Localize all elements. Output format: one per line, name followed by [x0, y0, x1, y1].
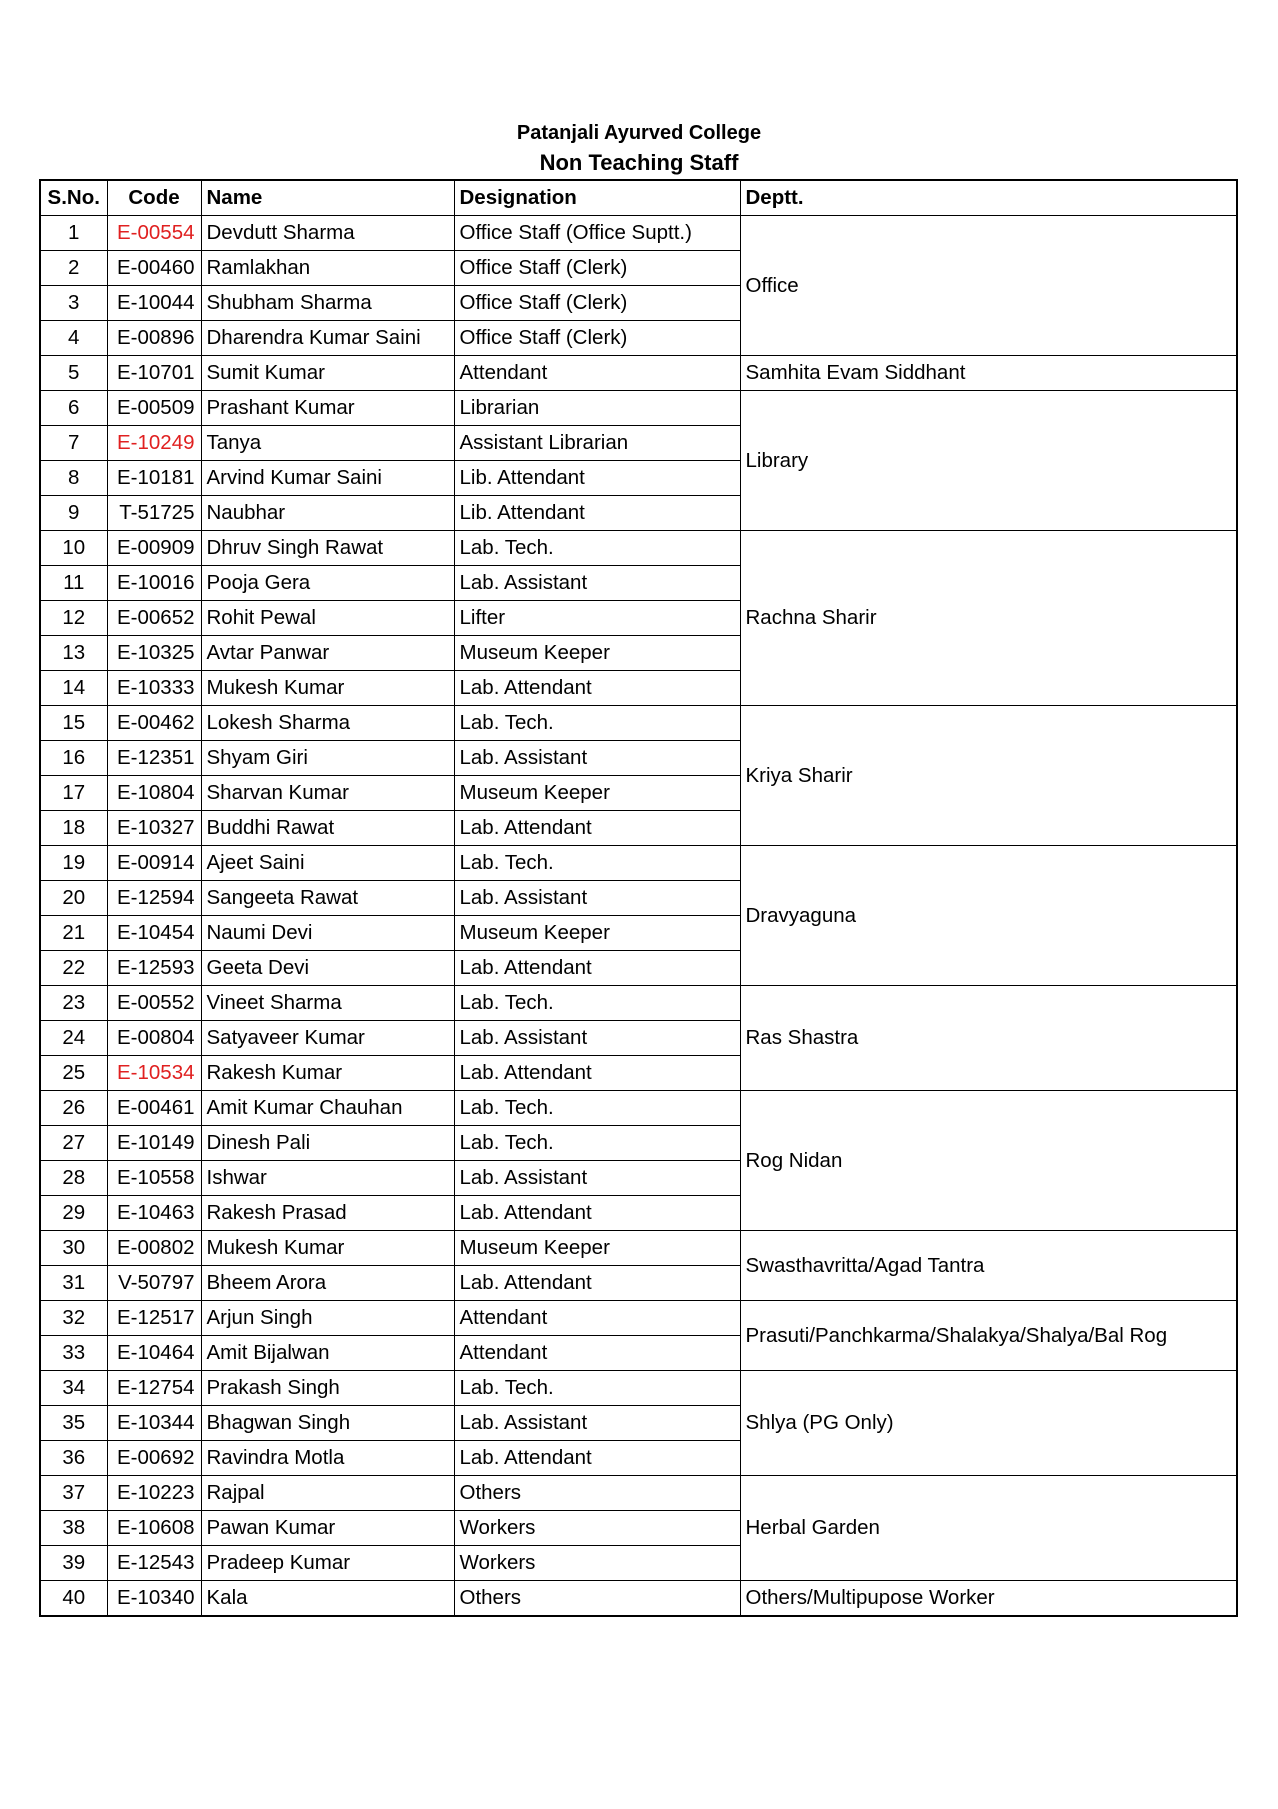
serial-number-cell: 40: [40, 1581, 107, 1617]
employee-code-cell: E-12594: [107, 881, 201, 916]
department-cell: Rachna Sharir: [740, 531, 1237, 706]
designation-cell: Office Staff (Clerk): [454, 321, 740, 356]
serial-number-cell: 10: [40, 531, 107, 566]
employee-name-cell: Pooja Gera: [201, 566, 454, 601]
serial-number-cell: 28: [40, 1161, 107, 1196]
designation-cell: Lab. Attendant: [454, 951, 740, 986]
employee-name-cell: Tanya: [201, 426, 454, 461]
serial-number-cell: 19: [40, 846, 107, 881]
serial-number-cell: 17: [40, 776, 107, 811]
employee-name-cell: Mukesh Kumar: [201, 671, 454, 706]
employee-name-cell: Arvind Kumar Saini: [201, 461, 454, 496]
serial-number-cell: 35: [40, 1406, 107, 1441]
employee-code-cell: E-12351: [107, 741, 201, 776]
employee-name-cell: Buddhi Rawat: [201, 811, 454, 846]
employee-code-cell: E-12754: [107, 1371, 201, 1406]
employee-code-cell: E-00802: [107, 1231, 201, 1266]
serial-number-cell: 39: [40, 1546, 107, 1581]
employee-code-cell: E-10016: [107, 566, 201, 601]
serial-number-cell: 4: [40, 321, 107, 356]
serial-number-cell: 25: [40, 1056, 107, 1091]
serial-number-cell: 8: [40, 461, 107, 496]
department-cell: Samhita Evam Siddhant: [740, 356, 1237, 391]
serial-number-cell: 21: [40, 916, 107, 951]
designation-cell: Lab. Attendant: [454, 1441, 740, 1476]
header-name: Name: [201, 180, 454, 216]
designation-cell: Museum Keeper: [454, 776, 740, 811]
serial-number-cell: 14: [40, 671, 107, 706]
designation-cell: Attendant: [454, 1301, 740, 1336]
employee-code-cell: E-00652: [107, 601, 201, 636]
employee-code-cell: E-12593: [107, 951, 201, 986]
employee-code-cell: E-10149: [107, 1126, 201, 1161]
serial-number-cell: 38: [40, 1511, 107, 1546]
designation-cell: Lab. Assistant: [454, 1021, 740, 1056]
table-row: [40, 846, 1237, 881]
serial-number-cell: 3: [40, 286, 107, 321]
employee-code-cell: T-51725: [107, 496, 201, 531]
designation-cell: Lab. Tech.: [454, 1091, 740, 1126]
designation-cell: Office Staff (Clerk): [454, 251, 740, 286]
employee-name-cell: Vineet Sharma: [201, 986, 454, 1021]
serial-number-cell: 11: [40, 566, 107, 601]
serial-number-cell: 12: [40, 601, 107, 636]
employee-name-cell: Amit Kumar Chauhan: [201, 1091, 454, 1126]
employee-code-cell: E-12543: [107, 1546, 201, 1581]
header-designation: Designation: [454, 180, 740, 216]
designation-cell: Lab. Assistant: [454, 881, 740, 916]
employee-name-cell: Satyaveer Kumar: [201, 1021, 454, 1056]
employee-name-cell: Prakash Singh: [201, 1371, 454, 1406]
document-header: [0, 118, 1278, 178]
employee-name-cell: Lokesh Sharma: [201, 706, 454, 741]
college-title: Patanjali Ayurved College: [516, 122, 762, 144]
designation-cell: Lab. Tech.: [454, 1371, 740, 1406]
document-subtitle: Non Teaching Staff: [539, 150, 739, 175]
table-row: [40, 216, 1237, 251]
designation-cell: Lab. Tech.: [454, 531, 740, 566]
header-code: Code: [107, 180, 201, 216]
employee-name-cell: Sangeeta Rawat: [201, 881, 454, 916]
designation-cell: Office Staff (Clerk): [454, 286, 740, 321]
employee-code-cell: E-00554: [107, 216, 201, 251]
department-cell: Kriya Sharir: [740, 706, 1237, 846]
employee-name-cell: Sharvan Kumar: [201, 776, 454, 811]
serial-number-cell: 9: [40, 496, 107, 531]
employee-code-cell: E-00509: [107, 391, 201, 426]
serial-number-cell: 15: [40, 706, 107, 741]
employee-code-cell: E-10804: [107, 776, 201, 811]
employee-name-cell: Bhagwan Singh: [201, 1406, 454, 1441]
designation-cell: Librarian: [454, 391, 740, 426]
serial-number-cell: 30: [40, 1231, 107, 1266]
designation-cell: Lab. Assistant: [454, 1406, 740, 1441]
designation-cell: Others: [454, 1581, 740, 1617]
serial-number-cell: 34: [40, 1371, 107, 1406]
employee-code-cell: E-10454: [107, 916, 201, 951]
designation-cell: Museum Keeper: [454, 636, 740, 671]
designation-cell: Others: [454, 1476, 740, 1511]
designation-cell: Lab. Tech.: [454, 986, 740, 1021]
employee-code-cell: E-10558: [107, 1161, 201, 1196]
employee-code-cell: E-10325: [107, 636, 201, 671]
serial-number-cell: 31: [40, 1266, 107, 1301]
employee-name-cell: Devdutt Sharma: [201, 216, 454, 251]
department-cell: Dravyaguna: [740, 846, 1237, 986]
serial-number-cell: 5: [40, 356, 107, 391]
table-row: [40, 356, 1237, 391]
table-body: [40, 216, 1237, 1617]
designation-cell: Attendant: [454, 1336, 740, 1371]
serial-number-cell: 22: [40, 951, 107, 986]
designation-cell: Lifter: [454, 601, 740, 636]
employee-name-cell: Amit Bijalwan: [201, 1336, 454, 1371]
designation-cell: Lab. Tech.: [454, 1126, 740, 1161]
designation-cell: Workers: [454, 1546, 740, 1581]
table-row: [40, 706, 1237, 741]
designation-cell: Museum Keeper: [454, 916, 740, 951]
employee-code-cell: E-10223: [107, 1476, 201, 1511]
serial-number-cell: 26: [40, 1091, 107, 1126]
designation-cell: Lab. Tech.: [454, 846, 740, 881]
serial-number-cell: 33: [40, 1336, 107, 1371]
employee-name-cell: Dhruv Singh Rawat: [201, 531, 454, 566]
employee-code-cell: E-00896: [107, 321, 201, 356]
designation-cell: Lab. Attendant: [454, 1056, 740, 1091]
department-cell: Herbal Garden: [740, 1476, 1237, 1581]
designation-cell: Lib. Attendant: [454, 461, 740, 496]
designation-cell: Assistant Librarian: [454, 426, 740, 461]
serial-number-cell: 13: [40, 636, 107, 671]
employee-code-cell: E-10340: [107, 1581, 201, 1617]
employee-name-cell: Rohit Pewal: [201, 601, 454, 636]
designation-cell: Lab. Attendant: [454, 671, 740, 706]
header-sno: S.No.: [40, 180, 107, 216]
employee-code-cell: E-00552: [107, 986, 201, 1021]
employee-name-cell: Kala: [201, 1581, 454, 1617]
table-row: [40, 1371, 1237, 1406]
table-row: [40, 1581, 1237, 1617]
employee-name-cell: Pawan Kumar: [201, 1511, 454, 1546]
designation-cell: Workers: [454, 1511, 740, 1546]
table-row: [40, 1476, 1237, 1511]
employee-name-cell: Sumit Kumar: [201, 356, 454, 391]
serial-number-cell: 18: [40, 811, 107, 846]
serial-number-cell: 36: [40, 1441, 107, 1476]
designation-cell: Lab. Tech.: [454, 706, 740, 741]
employee-name-cell: Avtar Panwar: [201, 636, 454, 671]
designation-cell: Attendant: [454, 356, 740, 391]
serial-number-cell: 32: [40, 1301, 107, 1336]
serial-number-cell: 20: [40, 881, 107, 916]
employee-code-cell: E-10333: [107, 671, 201, 706]
table-row: [40, 391, 1237, 426]
employee-code-cell: E-10464: [107, 1336, 201, 1371]
serial-number-cell: 24: [40, 1021, 107, 1056]
serial-number-cell: 6: [40, 391, 107, 426]
employee-name-cell: Pradeep Kumar: [201, 1546, 454, 1581]
serial-number-cell: 37: [40, 1476, 107, 1511]
designation-cell: Lib. Attendant: [454, 496, 740, 531]
employee-code-cell: E-10327: [107, 811, 201, 846]
header-dept: Deptt.: [740, 180, 1237, 216]
designation-cell: Lab. Assistant: [454, 566, 740, 601]
table-header: [40, 180, 1237, 216]
employee-code-cell: E-10344: [107, 1406, 201, 1441]
employee-code-cell: V-50797: [107, 1266, 201, 1301]
serial-number-cell: 23: [40, 986, 107, 1021]
employee-name-cell: Arjun Singh: [201, 1301, 454, 1336]
designation-cell: Lab. Attendant: [454, 1266, 740, 1301]
department-cell: Rog Nidan: [740, 1091, 1237, 1231]
employee-code-cell: E-00914: [107, 846, 201, 881]
employee-code-cell: E-00461: [107, 1091, 201, 1126]
designation-cell: Lab. Attendant: [454, 811, 740, 846]
employee-name-cell: Rajpal: [201, 1476, 454, 1511]
employee-name-cell: Ajeet Saini: [201, 846, 454, 881]
employee-code-cell: E-10701: [107, 356, 201, 391]
department-cell: Ras Shastra: [740, 986, 1237, 1091]
designation-cell: Museum Keeper: [454, 1231, 740, 1266]
employee-code-cell: E-12517: [107, 1301, 201, 1336]
employee-name-cell: Dinesh Pali: [201, 1126, 454, 1161]
serial-number-cell: 7: [40, 426, 107, 461]
employee-name-cell: Mukesh Kumar: [201, 1231, 454, 1266]
employee-code-cell: E-00462: [107, 706, 201, 741]
serial-number-cell: 16: [40, 741, 107, 776]
employee-name-cell: Shyam Giri: [201, 741, 454, 776]
table-row: [40, 531, 1237, 566]
table-row: [40, 986, 1237, 1021]
header-row: [40, 180, 1237, 216]
department-cell: Swasthavritta/Agad Tantra: [740, 1231, 1237, 1301]
employee-code-cell: E-00804: [107, 1021, 201, 1056]
employee-name-cell: Shubham Sharma: [201, 286, 454, 321]
serial-number-cell: 2: [40, 251, 107, 286]
designation-cell: Office Staff (Office Suptt.): [454, 216, 740, 251]
department-cell: Prasuti/Panchkarma/Shalakya/Shalya/Bal Rog: [740, 1301, 1237, 1371]
department-cell: Others/Multipupose Worker: [740, 1581, 1237, 1617]
employee-name-cell: Geeta Devi: [201, 951, 454, 986]
employee-name-cell: Ishwar: [201, 1161, 454, 1196]
employee-code-cell: E-10463: [107, 1196, 201, 1231]
designation-cell: Lab. Assistant: [454, 1161, 740, 1196]
department-cell: Office: [740, 216, 1237, 356]
employee-name-cell: Ramlakhan: [201, 251, 454, 286]
employee-code-cell: E-10249: [107, 426, 201, 461]
employee-code-cell: E-00909: [107, 531, 201, 566]
employee-name-cell: Rakesh Kumar: [201, 1056, 454, 1091]
staff-table: [39, 179, 1238, 1617]
department-cell: Library: [740, 391, 1237, 531]
serial-number-cell: 29: [40, 1196, 107, 1231]
employee-code-cell: E-10534: [107, 1056, 201, 1091]
designation-cell: Lab. Assistant: [454, 741, 740, 776]
employee-code-cell: E-10044: [107, 286, 201, 321]
employee-name-cell: Ravindra Motla: [201, 1441, 454, 1476]
department-cell: Shlya (PG Only): [740, 1371, 1237, 1476]
employee-code-cell: E-00460: [107, 251, 201, 286]
employee-code-cell: E-10181: [107, 461, 201, 496]
employee-code-cell: E-00692: [107, 1441, 201, 1476]
serial-number-cell: 27: [40, 1126, 107, 1161]
employee-name-cell: Dharendra Kumar Saini: [201, 321, 454, 356]
table-row: [40, 1231, 1237, 1266]
employee-code-cell: E-10608: [107, 1511, 201, 1546]
table-row: [40, 1301, 1237, 1336]
employee-name-cell: Naubhar: [201, 496, 454, 531]
employee-name-cell: Naumi Devi: [201, 916, 454, 951]
employee-name-cell: Bheem Arora: [201, 1266, 454, 1301]
employee-name-cell: Rakesh Prasad: [201, 1196, 454, 1231]
table-row: [40, 1091, 1237, 1126]
designation-cell: Lab. Attendant: [454, 1196, 740, 1231]
employee-name-cell: Prashant Kumar: [201, 391, 454, 426]
serial-number-cell: 1: [40, 216, 107, 251]
